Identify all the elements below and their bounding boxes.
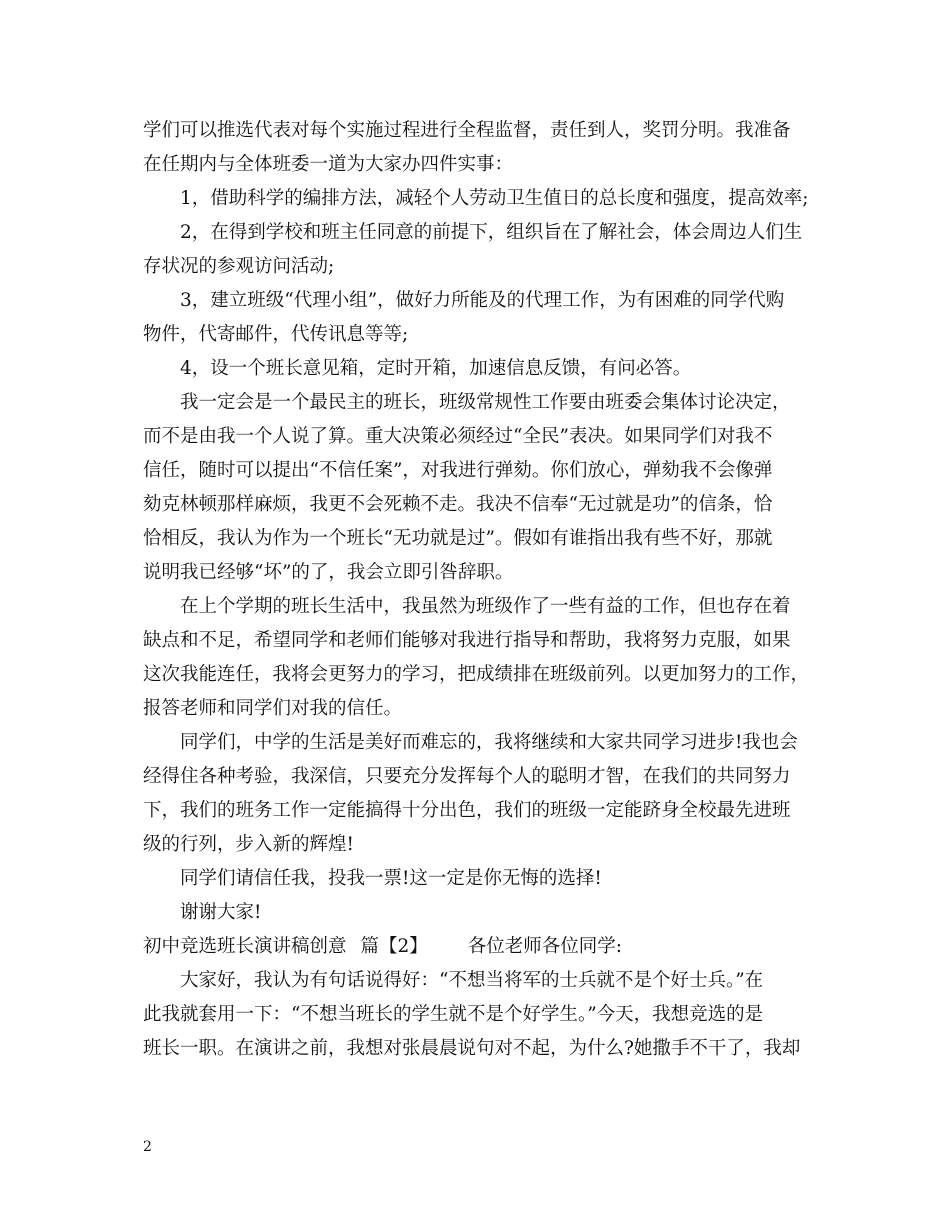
heading-title: 初中竞选班长演讲稿创意 bbox=[143, 936, 347, 957]
list-item: 2，在得到学校和班主任同意的前提下，组织旨在了解社会，体会周边人们生 bbox=[180, 222, 803, 243]
text-line: 劾克林顿那样麻烦，我更不会死赖不走。我决不信奉“无过就是功”的信条，恰 bbox=[143, 494, 773, 515]
text-line: 说明我已经够“坏”的了，我会立即引咎辞职。 bbox=[143, 562, 514, 583]
paragraph-start: 在上个学期的班长生活中，我虽然为班级作了一些有益的工作，但也存在着 bbox=[180, 596, 791, 617]
paragraph-start: 同学们请信任我，投我一票!这一定是你无悔的选择! bbox=[180, 868, 602, 889]
text-line: 这次我能连任，我将会更努力的学习，把成绩排在班级前列。以更加努力的工作， bbox=[143, 664, 810, 685]
text-line: 班长一职。在演讲之前，我想对张晨晨说句对不起，为什么?她撒手不干了，我却 bbox=[143, 1038, 801, 1059]
heading-part: 篇【2】 bbox=[360, 936, 428, 957]
list-item: 4，设一个班长意见箱，定时开箱，加速信息反馈，有问必答。 bbox=[180, 358, 692, 379]
text-line: 此我就套用一下：“不想当班长的学生就不是个好学生。”今天，我想竞选的是 bbox=[143, 1004, 764, 1025]
text-line: 学们可以推选代表对每个实施过程进行全程监督，责任到人，奖罚分明。我准备 bbox=[143, 120, 791, 141]
text-line: 级的行列，步入新的辉煌! bbox=[143, 834, 354, 855]
paragraph-start: 大家好，我认为有句话说得好：“不想当将军的士兵就不是个好士兵。”在 bbox=[180, 970, 764, 991]
document-body bbox=[143, 114, 823, 1066]
page-number: 2 bbox=[143, 1139, 152, 1155]
text-line: 报答老师和同学们对我的信任。 bbox=[143, 698, 403, 719]
section-heading bbox=[143, 930, 823, 964]
text-line: 缺点和不足，希望同学和老师们能够对我进行指导和帮助，我将努力克服，如果 bbox=[143, 630, 791, 651]
text-line: 而不是由我一个人说了算。重大决策必须经过“全民”表决。如果同学们对我不 bbox=[143, 426, 773, 447]
text-line: 下，我们的班务工作一定能搞得十分出色，我们的班级一定能跻身全校最先进班 bbox=[143, 800, 791, 821]
text-line: 存状况的参观访问活动; bbox=[143, 256, 335, 277]
paragraph-start: 谢谢大家! bbox=[180, 902, 262, 923]
text-line: 恰相反，我认为作为一个班长“无功就是过”。假如有谁指出我有些不好，那就 bbox=[143, 528, 773, 549]
text-line: 物件，代寄邮件，代传讯息等等; bbox=[143, 324, 409, 345]
list-item: 3，建立班级“代理小组”，做好力所能及的代理工作，为有困难的同学代购 bbox=[180, 290, 785, 311]
paragraph-start: 同学们，中学的生活是美好而难忘的，我将继续和大家共同学习进步!我也会 bbox=[180, 732, 798, 753]
text-line: 在任期内与全体班委一道为大家办四件实事： bbox=[143, 154, 514, 175]
list-item: 1，借助科学的编排方法，减轻个人劳动卫生值日的总长度和强度，提高效率; bbox=[180, 188, 809, 209]
text-line: 信任，随时可以提出“不信任案”，对我进行弹劾。你们放心，弹劾我不会像弹 bbox=[143, 460, 773, 481]
heading-greeting: 各位老师各位同学: bbox=[467, 936, 623, 957]
paragraph-start: 我一定会是一个最民主的班长，班级常规性工作要由班委会集体讨论决定， bbox=[180, 392, 791, 413]
text-line: 经得住各种考验，我深信，只要充分发挥每个人的聪明才智，在我们的共同努力 bbox=[143, 766, 791, 787]
